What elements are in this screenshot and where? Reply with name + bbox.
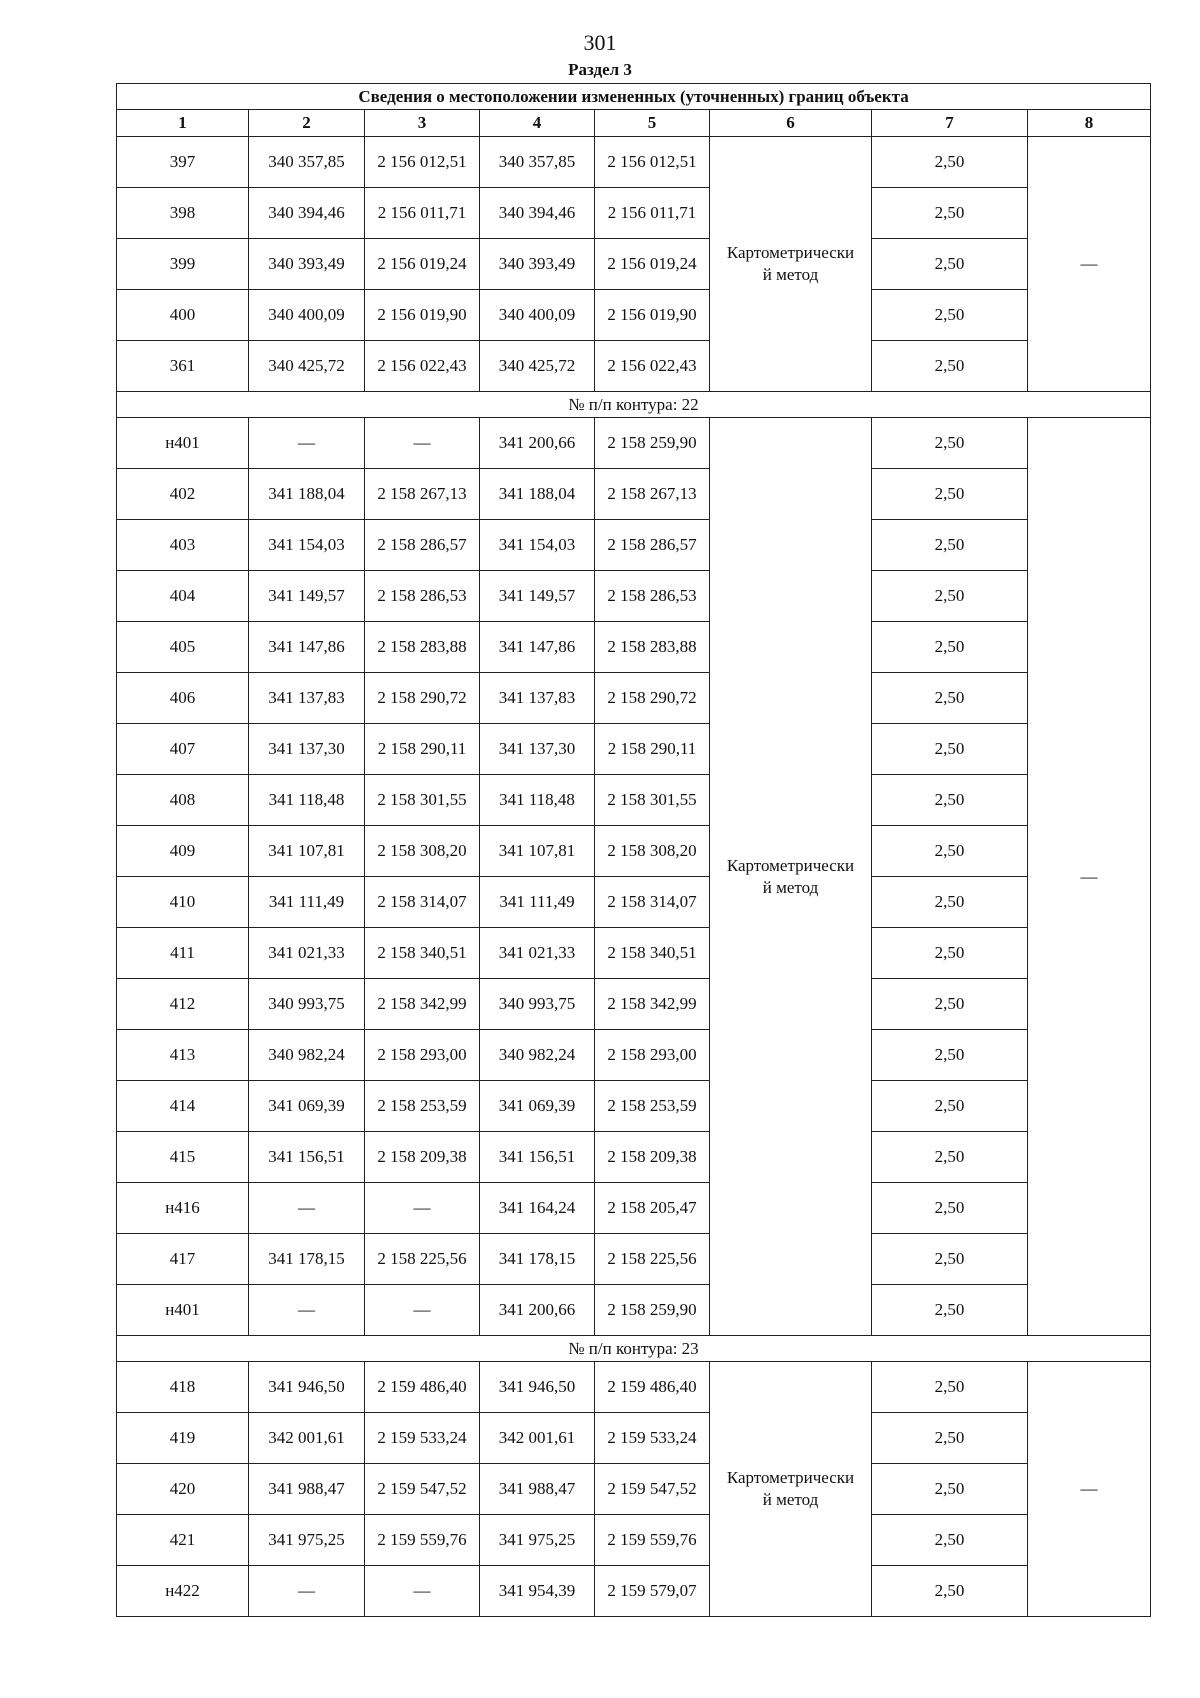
old-x-cell: 340 982,24 bbox=[249, 1030, 365, 1081]
table-row bbox=[117, 724, 1151, 775]
old-y-cell: — bbox=[365, 1566, 480, 1617]
new-y-cell: 2 156 019,24 bbox=[595, 239, 710, 290]
accuracy-cell: 2,50 bbox=[872, 341, 1028, 392]
new-x-cell: 342 001,61 bbox=[480, 1413, 595, 1464]
section-title: Раздел 3 bbox=[568, 60, 632, 79]
accuracy-cell: 2,50 bbox=[872, 1464, 1028, 1515]
point-number-cell: н416 bbox=[117, 1183, 249, 1234]
contour-label-row bbox=[117, 392, 1151, 418]
accuracy-cell: 2,50 bbox=[872, 1285, 1028, 1336]
point-number-cell: 421 bbox=[117, 1515, 249, 1566]
accuracy-cell: 2,50 bbox=[872, 673, 1028, 724]
point-number-cell: 415 bbox=[117, 1132, 249, 1183]
old-y-cell: 2 156 019,24 bbox=[365, 239, 480, 290]
column-header: 2 bbox=[249, 110, 365, 137]
new-y-cell: 2 159 486,40 bbox=[595, 1362, 710, 1413]
old-x-cell: 342 001,61 bbox=[249, 1413, 365, 1464]
point-number-cell: 402 bbox=[117, 469, 249, 520]
new-x-cell: 341 954,39 bbox=[480, 1566, 595, 1617]
new-y-cell: 2 156 022,43 bbox=[595, 341, 710, 392]
new-y-cell: 2 158 314,07 bbox=[595, 877, 710, 928]
new-y-cell: 2 156 019,90 bbox=[595, 290, 710, 341]
table-row bbox=[117, 928, 1151, 979]
accuracy-cell: 2,50 bbox=[872, 1515, 1028, 1566]
contour-label: № п/п контура: 22 bbox=[117, 392, 1151, 418]
point-number-cell: 406 bbox=[117, 673, 249, 724]
old-y-cell: 2 158 286,57 bbox=[365, 520, 480, 571]
new-y-cell: 2 158 283,88 bbox=[595, 622, 710, 673]
accuracy-cell: 2,50 bbox=[872, 1566, 1028, 1617]
old-x-cell: 341 147,86 bbox=[249, 622, 365, 673]
accuracy-cell: 2,50 bbox=[872, 622, 1028, 673]
table-row bbox=[117, 877, 1151, 928]
table-caption-row bbox=[117, 84, 1151, 110]
table-row bbox=[117, 418, 1151, 469]
old-x-cell: 341 021,33 bbox=[249, 928, 365, 979]
column-header: 7 bbox=[872, 110, 1028, 137]
accuracy-cell: 2,50 bbox=[872, 188, 1028, 239]
old-x-cell: 341 137,83 bbox=[249, 673, 365, 724]
old-y-cell: 2 158 290,11 bbox=[365, 724, 480, 775]
old-y-cell: 2 156 022,43 bbox=[365, 341, 480, 392]
new-y-cell: 2 158 286,53 bbox=[595, 571, 710, 622]
old-x-cell: 340 357,85 bbox=[249, 137, 365, 188]
old-y-cell: 2 159 533,24 bbox=[365, 1413, 480, 1464]
old-y-cell: 2 158 340,51 bbox=[365, 928, 480, 979]
old-y-cell: 2 159 486,40 bbox=[365, 1362, 480, 1413]
table-row bbox=[117, 826, 1151, 877]
new-x-cell: 341 200,66 bbox=[480, 1285, 595, 1336]
point-number-cell: 404 bbox=[117, 571, 249, 622]
old-x-cell: 340 993,75 bbox=[249, 979, 365, 1030]
new-x-cell: 340 394,46 bbox=[480, 188, 595, 239]
point-number-cell: н401 bbox=[117, 1285, 249, 1336]
new-x-cell: 341 164,24 bbox=[480, 1183, 595, 1234]
old-x-cell: 341 975,25 bbox=[249, 1515, 365, 1566]
old-x-cell: 341 154,03 bbox=[249, 520, 365, 571]
old-y-cell: 2 158 342,99 bbox=[365, 979, 480, 1030]
new-y-cell: 2 156 011,71 bbox=[595, 188, 710, 239]
table-row bbox=[117, 1234, 1151, 1285]
new-x-cell: 341 137,30 bbox=[480, 724, 595, 775]
new-x-cell: 341 021,33 bbox=[480, 928, 595, 979]
new-y-cell: 2 158 308,20 bbox=[595, 826, 710, 877]
table-row bbox=[117, 1464, 1151, 1515]
old-y-cell: 2 158 225,56 bbox=[365, 1234, 480, 1285]
accuracy-cell: 2,50 bbox=[872, 1030, 1028, 1081]
table-row bbox=[117, 469, 1151, 520]
point-number-cell: 418 bbox=[117, 1362, 249, 1413]
new-y-cell: 2 158 290,72 bbox=[595, 673, 710, 724]
accuracy-cell: 2,50 bbox=[872, 418, 1028, 469]
new-x-cell: 341 946,50 bbox=[480, 1362, 595, 1413]
new-x-cell: 340 400,09 bbox=[480, 290, 595, 341]
old-x-cell: 341 188,04 bbox=[249, 469, 365, 520]
column-header: 8 bbox=[1028, 110, 1151, 137]
point-number-cell: 400 bbox=[117, 290, 249, 341]
accuracy-cell: 2,50 bbox=[872, 1362, 1028, 1413]
page-number: 301 bbox=[583, 30, 617, 55]
table-row bbox=[117, 571, 1151, 622]
old-x-cell: 340 400,09 bbox=[249, 290, 365, 341]
note-cell: — bbox=[1028, 137, 1151, 392]
column-header: 3 bbox=[365, 110, 480, 137]
new-y-cell: 2 158 290,11 bbox=[595, 724, 710, 775]
old-y-cell: 2 156 019,90 bbox=[365, 290, 480, 341]
old-x-cell: 341 069,39 bbox=[249, 1081, 365, 1132]
method-cell: Картометрически й метод bbox=[710, 137, 872, 392]
new-x-cell: 341 069,39 bbox=[480, 1081, 595, 1132]
new-x-cell: 341 137,83 bbox=[480, 673, 595, 724]
new-y-cell: 2 158 209,38 bbox=[595, 1132, 710, 1183]
old-x-cell: 341 178,15 bbox=[249, 1234, 365, 1285]
new-y-cell: 2 159 547,52 bbox=[595, 1464, 710, 1515]
new-y-cell: 2 158 340,51 bbox=[595, 928, 710, 979]
old-y-cell: 2 156 012,51 bbox=[365, 137, 480, 188]
new-x-cell: 341 147,86 bbox=[480, 622, 595, 673]
table-row bbox=[117, 1030, 1151, 1081]
table-row bbox=[117, 1362, 1151, 1413]
column-header: 6 bbox=[710, 110, 872, 137]
table-row bbox=[117, 1081, 1151, 1132]
new-x-cell: 341 111,49 bbox=[480, 877, 595, 928]
point-number-cell: н401 bbox=[117, 418, 249, 469]
new-x-cell: 341 188,04 bbox=[480, 469, 595, 520]
old-x-cell: 341 118,48 bbox=[249, 775, 365, 826]
old-y-cell: 2 158 283,88 bbox=[365, 622, 480, 673]
old-y-cell: 2 158 286,53 bbox=[365, 571, 480, 622]
accuracy-cell: 2,50 bbox=[872, 877, 1028, 928]
table-row bbox=[117, 290, 1151, 341]
new-y-cell: 2 158 301,55 bbox=[595, 775, 710, 826]
accuracy-cell: 2,50 bbox=[872, 928, 1028, 979]
column-header: 1 bbox=[117, 110, 249, 137]
old-x-cell: — bbox=[249, 1183, 365, 1234]
old-y-cell: 2 158 308,20 bbox=[365, 826, 480, 877]
accuracy-cell: 2,50 bbox=[872, 979, 1028, 1030]
method-cell: Картометрически й метод bbox=[710, 1362, 872, 1617]
new-x-cell: 341 200,66 bbox=[480, 418, 595, 469]
new-y-cell: 2 159 533,24 bbox=[595, 1413, 710, 1464]
point-number-cell: 403 bbox=[117, 520, 249, 571]
table-row bbox=[117, 1132, 1151, 1183]
old-y-cell: 2 158 293,00 bbox=[365, 1030, 480, 1081]
old-y-cell: — bbox=[365, 1183, 480, 1234]
old-y-cell: 2 158 253,59 bbox=[365, 1081, 480, 1132]
point-number-cell: 413 bbox=[117, 1030, 249, 1081]
old-x-cell: 341 137,30 bbox=[249, 724, 365, 775]
new-y-cell: 2 158 267,13 bbox=[595, 469, 710, 520]
old-x-cell: 341 988,47 bbox=[249, 1464, 365, 1515]
old-y-cell: — bbox=[365, 418, 480, 469]
point-number-cell: 411 bbox=[117, 928, 249, 979]
table-row bbox=[117, 239, 1151, 290]
old-x-cell: 341 107,81 bbox=[249, 826, 365, 877]
old-y-cell: 2 159 559,76 bbox=[365, 1515, 480, 1566]
accuracy-cell: 2,50 bbox=[872, 1234, 1028, 1285]
new-y-cell: 2 159 559,76 bbox=[595, 1515, 710, 1566]
table-row bbox=[117, 1183, 1151, 1234]
new-x-cell: 340 357,85 bbox=[480, 137, 595, 188]
old-x-cell: 340 394,46 bbox=[249, 188, 365, 239]
table-row bbox=[117, 341, 1151, 392]
old-y-cell: 2 158 314,07 bbox=[365, 877, 480, 928]
new-x-cell: 341 118,48 bbox=[480, 775, 595, 826]
old-x-cell: — bbox=[249, 1566, 365, 1617]
new-y-cell: 2 158 293,00 bbox=[595, 1030, 710, 1081]
accuracy-cell: 2,50 bbox=[872, 469, 1028, 520]
new-x-cell: 340 982,24 bbox=[480, 1030, 595, 1081]
table-row bbox=[117, 1566, 1151, 1617]
point-number-cell: 399 bbox=[117, 239, 249, 290]
new-y-cell: 2 158 259,90 bbox=[595, 1285, 710, 1336]
column-header: 5 bbox=[595, 110, 710, 137]
old-x-cell: 341 946,50 bbox=[249, 1362, 365, 1413]
new-y-cell: 2 158 225,56 bbox=[595, 1234, 710, 1285]
table-row bbox=[117, 137, 1151, 188]
old-y-cell: 2 156 011,71 bbox=[365, 188, 480, 239]
point-number-cell: 419 bbox=[117, 1413, 249, 1464]
point-number-cell: н422 bbox=[117, 1566, 249, 1617]
new-y-cell: 2 158 205,47 bbox=[595, 1183, 710, 1234]
new-y-cell: 2 158 259,90 bbox=[595, 418, 710, 469]
old-y-cell: 2 158 301,55 bbox=[365, 775, 480, 826]
new-x-cell: 341 107,81 bbox=[480, 826, 595, 877]
table-row bbox=[117, 622, 1151, 673]
accuracy-cell: 2,50 bbox=[872, 775, 1028, 826]
accuracy-cell: 2,50 bbox=[872, 1081, 1028, 1132]
new-x-cell: 340 425,72 bbox=[480, 341, 595, 392]
old-x-cell: 341 156,51 bbox=[249, 1132, 365, 1183]
old-x-cell: 341 149,57 bbox=[249, 571, 365, 622]
point-number-cell: 420 bbox=[117, 1464, 249, 1515]
method-cell: Картометрически й метод bbox=[710, 418, 872, 1336]
new-y-cell: 2 156 012,51 bbox=[595, 137, 710, 188]
accuracy-cell: 2,50 bbox=[872, 1183, 1028, 1234]
contour-label: № п/п контура: 23 bbox=[117, 1336, 1151, 1362]
table-caption: Сведения о местоположении измененных (уточненных) границ объекта bbox=[117, 84, 1151, 110]
table-row bbox=[117, 188, 1151, 239]
accuracy-cell: 2,50 bbox=[872, 1413, 1028, 1464]
note-cell: — bbox=[1028, 1362, 1151, 1617]
table-header-row bbox=[117, 110, 1151, 137]
new-x-cell: 341 156,51 bbox=[480, 1132, 595, 1183]
old-y-cell: 2 159 547,52 bbox=[365, 1464, 480, 1515]
old-y-cell: — bbox=[365, 1285, 480, 1336]
accuracy-cell: 2,50 bbox=[872, 520, 1028, 571]
point-number-cell: 408 bbox=[117, 775, 249, 826]
point-number-cell: 414 bbox=[117, 1081, 249, 1132]
table-row bbox=[117, 673, 1151, 724]
old-x-cell: — bbox=[249, 418, 365, 469]
table-row bbox=[117, 520, 1151, 571]
point-number-cell: 410 bbox=[117, 877, 249, 928]
table-row bbox=[117, 775, 1151, 826]
new-x-cell: 340 393,49 bbox=[480, 239, 595, 290]
table-row bbox=[117, 979, 1151, 1030]
contour-label-row bbox=[117, 1336, 1151, 1362]
old-y-cell: 2 158 209,38 bbox=[365, 1132, 480, 1183]
point-number-cell: 398 bbox=[117, 188, 249, 239]
new-x-cell: 341 154,03 bbox=[480, 520, 595, 571]
point-number-cell: 397 bbox=[117, 137, 249, 188]
column-header: 4 bbox=[480, 110, 595, 137]
old-y-cell: 2 158 267,13 bbox=[365, 469, 480, 520]
accuracy-cell: 2,50 bbox=[872, 1132, 1028, 1183]
old-x-cell: 340 425,72 bbox=[249, 341, 365, 392]
new-x-cell: 341 975,25 bbox=[480, 1515, 595, 1566]
new-y-cell: 2 158 286,57 bbox=[595, 520, 710, 571]
point-number-cell: 407 bbox=[117, 724, 249, 775]
new-x-cell: 340 993,75 bbox=[480, 979, 595, 1030]
point-number-cell: 405 bbox=[117, 622, 249, 673]
new-x-cell: 341 988,47 bbox=[480, 1464, 595, 1515]
new-y-cell: 2 158 253,59 bbox=[595, 1081, 710, 1132]
new-x-cell: 341 149,57 bbox=[480, 571, 595, 622]
table-row bbox=[117, 1285, 1151, 1336]
old-y-cell: 2 158 290,72 bbox=[365, 673, 480, 724]
table-row bbox=[117, 1515, 1151, 1566]
accuracy-cell: 2,50 bbox=[872, 239, 1028, 290]
boundary-coordinates-table bbox=[116, 83, 1151, 1617]
table-row bbox=[117, 1413, 1151, 1464]
accuracy-cell: 2,50 bbox=[872, 826, 1028, 877]
old-x-cell: 340 393,49 bbox=[249, 239, 365, 290]
new-y-cell: 2 158 342,99 bbox=[595, 979, 710, 1030]
point-number-cell: 412 bbox=[117, 979, 249, 1030]
accuracy-cell: 2,50 bbox=[872, 137, 1028, 188]
accuracy-cell: 2,50 bbox=[872, 724, 1028, 775]
new-y-cell: 2 159 579,07 bbox=[595, 1566, 710, 1617]
old-x-cell: — bbox=[249, 1285, 365, 1336]
accuracy-cell: 2,50 bbox=[872, 571, 1028, 622]
point-number-cell: 361 bbox=[117, 341, 249, 392]
new-x-cell: 341 178,15 bbox=[480, 1234, 595, 1285]
note-cell: — bbox=[1028, 418, 1151, 1336]
point-number-cell: 409 bbox=[117, 826, 249, 877]
point-number-cell: 417 bbox=[117, 1234, 249, 1285]
old-x-cell: 341 111,49 bbox=[249, 877, 365, 928]
accuracy-cell: 2,50 bbox=[872, 290, 1028, 341]
